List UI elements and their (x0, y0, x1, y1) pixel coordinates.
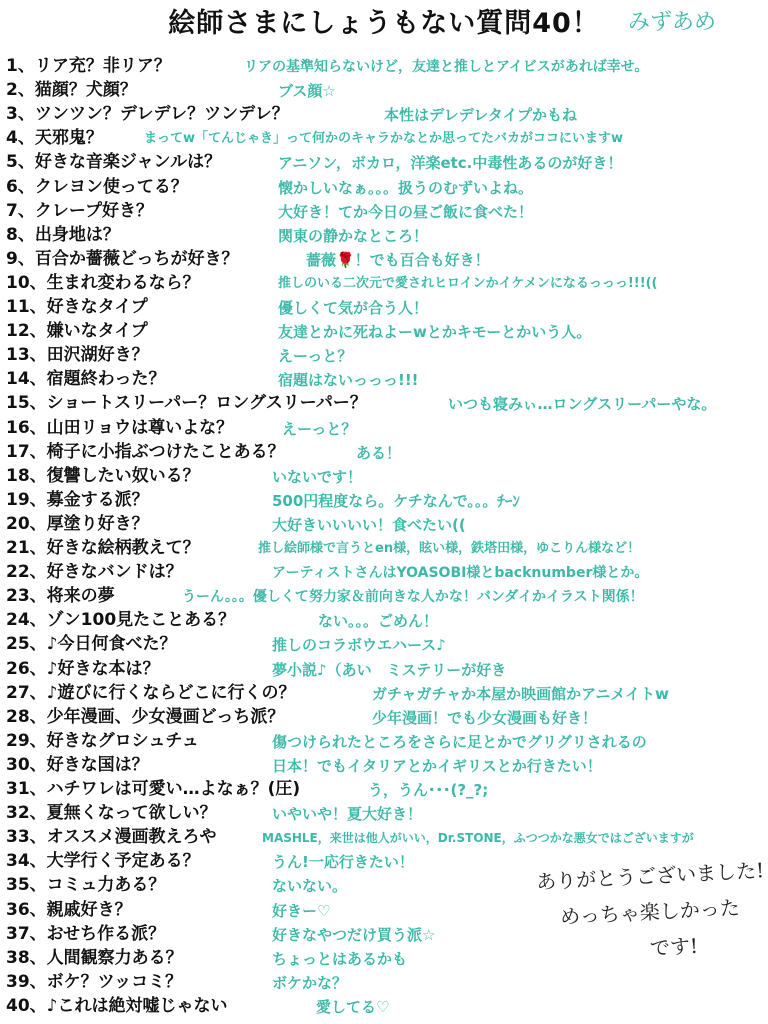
answer-text: ボケかな？ (272, 973, 348, 992)
qa-row (0, 801, 768, 825)
qa-row (0, 560, 768, 584)
qa-row (0, 150, 768, 174)
answer-text: 推しのいる二次元で愛されヒロインかイケメンになるっっっ!!!(( (278, 275, 658, 291)
question-text: 36、親戚好き？ (6, 899, 132, 920)
qa-row (0, 175, 768, 199)
question-text: 15、ショートスリーパー？ロングスリーパー？ (6, 393, 367, 414)
qa-row (0, 681, 768, 705)
qa-row (0, 247, 768, 271)
answer-text: 好きなやつだけ買う派☆ (272, 925, 436, 944)
qa-row (0, 753, 768, 777)
question-text: 7、クレープ好き？ (6, 200, 153, 221)
answer-text: ちょっとはあるかも (272, 949, 408, 968)
question-text: 39、ボケ？ツッコミ？ (6, 971, 183, 992)
qa-row (0, 729, 768, 753)
qa-row (0, 705, 768, 729)
qa-row (0, 440, 768, 464)
answer-text: いないです！ (272, 467, 363, 486)
answer-text: えーっと？ (278, 347, 353, 366)
question-text: 26、♪好きな本は？ (6, 658, 160, 679)
answer-text: アニソン，ボカロ，洋楽etc.中毒性あるのが好き！ (278, 154, 623, 173)
answer-text: 宿題はないっっっ!!! (278, 371, 419, 390)
answer-text: 懐かしいなぁ。。。扱うのむずいよね。 (278, 178, 534, 197)
qa-row (0, 584, 768, 608)
thanks-line: です! (649, 933, 699, 961)
qa-row (0, 464, 768, 488)
question-text: 35、コミュ力ある？ (6, 875, 166, 896)
qa-row (0, 994, 768, 1018)
question-text: 16、山田リョウは尊いよな？ (6, 417, 234, 438)
answer-text: うーん。。。優しくて努力家＆前向きな人かな！バンダイかイラスト関係！ (182, 589, 644, 606)
question-text: 1、リア充？非リア？ (6, 56, 171, 76)
question-text: 37、おせち作る派？ (6, 923, 166, 944)
answer-text: いやいや！夏大好き！ (272, 805, 423, 824)
answer-text: いつも寝みぃ…ロングスリーパーやな。 (448, 395, 717, 414)
answer-text: 500円程度なら。ケチなんで。。。ﾁｰﾝ (272, 491, 520, 510)
qa-row (0, 295, 768, 319)
question-text: 40、♪これは絶対嘘じゃない (6, 995, 228, 1016)
answer-text: う，うん･･･(?_?; (368, 781, 489, 799)
question-text: 18、復讐したい奴いる？ (6, 465, 200, 486)
question-text: 10、生まれ変わるなら？ (6, 272, 200, 293)
question-text: 30、好きな国は？ (6, 754, 149, 775)
answer-text: 日本！でもイタリアとかイギリスとか行きたい！ (272, 756, 602, 775)
question-text: 32、夏無くなって欲しい？ (6, 803, 217, 824)
answer-text: MASHLE，来世は他人がいい，Dr.STONE，ふつつかな悪女ではございますが (262, 831, 694, 846)
qa-row (0, 536, 768, 560)
answer-text: アーティストさんはYOASOBI様とbacknumber様とか。 (272, 565, 649, 582)
qa-row (0, 199, 768, 223)
question-text: 28、少年漫画、少女漫画どっち派？ (6, 706, 285, 727)
thanks-line: めっちゃ楽しかった (559, 895, 741, 929)
answer-text: 推し絵師様で言うとen様，眩い様，鉄塔田様，ゆこりん様など！ (258, 541, 641, 556)
qa-row (0, 488, 768, 512)
answer-text: えーっと？ (282, 419, 357, 438)
answer-text: ない。。。ごめん！ (318, 612, 439, 631)
answer-text: ある！ (356, 443, 402, 462)
question-text: 6、クレヨン使ってる？ (6, 176, 188, 197)
answer-text: 傷つけられたところをさらに足とかでグリグリされるの (272, 732, 647, 751)
question-text: 5、好きな音楽ジャンルは？ (6, 152, 222, 173)
question-text: 38、人間観察力ある？ (6, 947, 183, 968)
question-text: 17、椅子に小指ぶつけたことある？ (6, 441, 285, 462)
qa-row (0, 512, 768, 536)
answer-text: 夢小説♪（あい ミステリーが好き (272, 660, 507, 679)
question-text: 9、百合か薔薇どっちが好き？ (6, 248, 239, 269)
qa-row (0, 54, 768, 78)
qa-row (0, 608, 768, 632)
question-text: 3、ツンツン？デレデレ？ツンデレ？ (6, 104, 289, 125)
qa-row (0, 825, 768, 849)
answer-text: 優しくて気が合う人！ (278, 299, 429, 317)
qa-row (0, 271, 768, 295)
question-text: 8、出身地は？ (6, 224, 120, 245)
question-text: 13、田沢湖好き？ (6, 345, 149, 366)
question-text: 33、オススメ漫画教えろや (6, 827, 217, 848)
author-signature: みずあめ (627, 10, 716, 35)
question-text: 34、大学行く予定ある？ (6, 851, 200, 872)
qa-row (0, 391, 768, 415)
qa-row (0, 632, 768, 656)
question-text: 23、将来の夢 (6, 586, 115, 607)
answer-text: ないない。 (272, 877, 348, 896)
qa-row (0, 343, 768, 367)
qa-row (0, 78, 768, 102)
answer-text: 大好き！てか今日の昼ご飯に食べた！ (278, 202, 534, 221)
answer-text: 薔薇🌹！でも百合も好き！ (306, 250, 490, 269)
answer-text: 好きー♡ (272, 901, 331, 920)
qa-row (0, 970, 768, 994)
answer-text: まってw「てんじゃき」って何かのキャラかなとか思ってたバカがココにいますw (144, 131, 624, 147)
question-text: 22、好きなバンドは？ (6, 562, 183, 583)
question-text: 19、募金する派？ (6, 489, 149, 510)
question-text: 14、宿題終わった？ (6, 369, 166, 390)
qa-row (0, 777, 768, 801)
answer-text: 関東の静かなところ！ (278, 226, 429, 245)
question-text: 21、好きな絵柄教えて？ (6, 538, 200, 558)
question-text: 20、厚塗り好き？ (6, 513, 149, 534)
qa-row (0, 126, 768, 150)
answer-text: ガチャガチャか本屋か映画館かアニメイトw (372, 684, 669, 703)
qa-row (0, 416, 768, 440)
question-text: 2、猫顔？犬顔？ (6, 80, 137, 101)
question-text: 11、好きなタイプ (6, 297, 148, 317)
thanks-line: ありがとうございました! (535, 858, 765, 895)
question-text: 27、♪遊びに行くならどこに行くの？ (6, 682, 296, 703)
qa-row (0, 223, 768, 247)
page-title: 絵師さまにしょうもない質問40！ (168, 8, 600, 39)
qa-row (0, 657, 768, 681)
answer-text: 推しのコラボウエハース♪ (272, 636, 446, 655)
answer-text: 友達とかに死ねよーwとかキモーとかいう人。 (278, 323, 592, 342)
answer-text: リアの基準知らないけど，友達と推しとアイビスがあれば幸せ。 (244, 59, 649, 75)
question-text: 24、ゾン100見たことある？ (6, 610, 236, 631)
qa-row (0, 319, 768, 343)
answer-text: ブス顔☆ (278, 82, 336, 101)
question-text: 25、♪今日何食べた？ (6, 634, 177, 655)
answer-text: 愛してる♡ (316, 997, 390, 1016)
thanks-message (535, 852, 768, 972)
answer-text: 大好きいいいい！食べたい(( (272, 515, 466, 534)
qa-row (0, 102, 768, 126)
question-text: 31、ハチワレは可愛い…よなぁ？(圧) (6, 779, 301, 799)
question-text: 4、天邪鬼？ (6, 128, 103, 149)
question-text: 29、好きなグロシュチュ (6, 730, 199, 751)
qa-row (0, 367, 768, 391)
answer-text: 本性はデレデレタイプかもね (384, 106, 578, 125)
answer-text: うん!一応行きたい！ (272, 853, 414, 872)
question-text: 12、嫌いなタイプ (6, 321, 148, 342)
answer-text: 少年漫画！でも少女漫画も好き！ (372, 708, 598, 727)
